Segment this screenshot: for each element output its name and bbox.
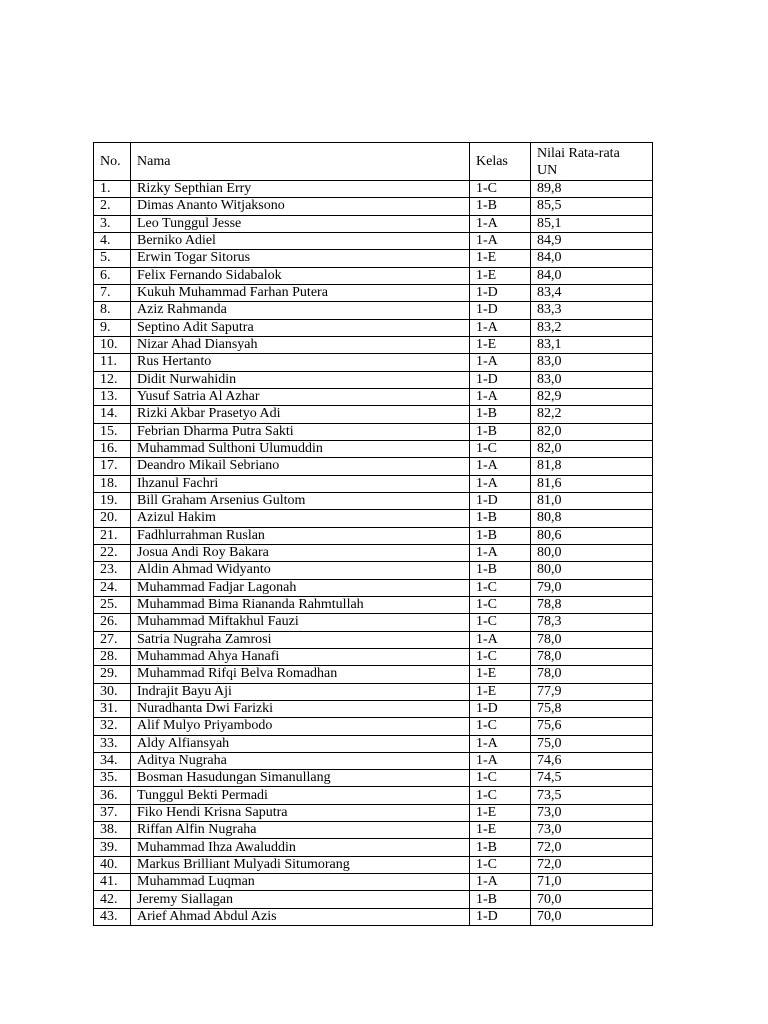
cell-nilai: 84,0 — [531, 250, 653, 267]
table-row — [94, 579, 653, 596]
cell-kelas: 1-B — [470, 562, 531, 579]
cell-no: 41. — [94, 874, 131, 891]
cell-nilai: 70,0 — [531, 891, 653, 908]
cell-nilai: 73,0 — [531, 822, 653, 839]
cell-no: 8. — [94, 302, 131, 319]
table-row — [94, 284, 653, 301]
table-row — [94, 839, 653, 856]
table-row — [94, 181, 653, 198]
cell-no: 17. — [94, 458, 131, 475]
cell-no: 4. — [94, 232, 131, 249]
table-row — [94, 198, 653, 215]
cell-nama: Alif Mulyo Priyambodo — [131, 718, 470, 735]
cell-nilai: 80,0 — [531, 544, 653, 561]
cell-nama: Fadhlurrahman Ruslan — [131, 527, 470, 544]
table-row — [94, 232, 653, 249]
cell-nilai: 83,0 — [531, 354, 653, 371]
cell-nama: Muhammad Fadjar Lagonah — [131, 579, 470, 596]
cell-nilai: 80,6 — [531, 527, 653, 544]
table-row — [94, 423, 653, 440]
cell-kelas: 1-A — [470, 752, 531, 769]
cell-nama: Ihzanul Fachri — [131, 475, 470, 492]
cell-kelas: 1-C — [470, 718, 531, 735]
cell-no: 27. — [94, 631, 131, 648]
cell-no: 18. — [94, 475, 131, 492]
table-row — [94, 562, 653, 579]
cell-nilai: 84,9 — [531, 232, 653, 249]
cell-nama: Aldy Alfiansyah — [131, 735, 470, 752]
cell-nama: Jeremy Siallagan — [131, 891, 470, 908]
table-row — [94, 527, 653, 544]
cell-no: 24. — [94, 579, 131, 596]
cell-kelas: 1-B — [470, 891, 531, 908]
cell-nama: Dimas Ananto Witjaksono — [131, 198, 470, 215]
cell-kelas: 1-A — [470, 631, 531, 648]
cell-nilai: 81,6 — [531, 475, 653, 492]
cell-nama: Rus Hertanto — [131, 354, 470, 371]
cell-no: 2. — [94, 198, 131, 215]
cell-nama: Fiko Hendi Krisna Saputra — [131, 804, 470, 821]
cell-nilai: 83,1 — [531, 336, 653, 353]
cell-nilai: 84,0 — [531, 267, 653, 284]
cell-nama: Febrian Dharma Putra Sakti — [131, 423, 470, 440]
table-row — [94, 614, 653, 631]
table-row — [94, 492, 653, 509]
table-row — [94, 787, 653, 804]
header-row — [94, 143, 653, 181]
cell-nama: Satria Nugraha Zamrosi — [131, 631, 470, 648]
cell-nilai: 74,5 — [531, 770, 653, 787]
table-row — [94, 354, 653, 371]
cell-kelas: 1-C — [470, 614, 531, 631]
cell-nilai: 74,6 — [531, 752, 653, 769]
cell-nilai: 85,5 — [531, 198, 653, 215]
cell-nama: Leo Tunggul Jesse — [131, 215, 470, 232]
cell-no: 19. — [94, 492, 131, 509]
cell-nama: Josua Andi Roy Bakara — [131, 544, 470, 561]
table-row — [94, 319, 653, 336]
table-row — [94, 510, 653, 527]
table-body — [94, 181, 653, 926]
cell-no: 3. — [94, 215, 131, 232]
table-row — [94, 458, 653, 475]
cell-kelas: 1-C — [470, 770, 531, 787]
cell-nama: Arief Ahmad Abdul Azis — [131, 908, 470, 925]
cell-no: 29. — [94, 666, 131, 683]
cell-nama: Muhammad Luqman — [131, 874, 470, 891]
cell-nilai: 80,0 — [531, 562, 653, 579]
cell-kelas: 1-B — [470, 839, 531, 856]
table-row — [94, 250, 653, 267]
cell-no: 36. — [94, 787, 131, 804]
cell-nilai: 78,0 — [531, 648, 653, 665]
cell-nilai: 82,0 — [531, 440, 653, 457]
cell-nilai: 78,0 — [531, 631, 653, 648]
cell-nama: Azizul Hakim — [131, 510, 470, 527]
table-row — [94, 302, 653, 319]
table-row — [94, 648, 653, 665]
cell-kelas: 1-A — [470, 735, 531, 752]
cell-nilai: 81,8 — [531, 458, 653, 475]
cell-no: 22. — [94, 544, 131, 561]
cell-no: 34. — [94, 752, 131, 769]
cell-nama: Tunggul Bekti Permadi — [131, 787, 470, 804]
table-row — [94, 267, 653, 284]
cell-nilai: 72,0 — [531, 839, 653, 856]
cell-nilai: 70,0 — [531, 908, 653, 925]
cell-nama: Didit Nurwahidin — [131, 371, 470, 388]
cell-nama: Riffan Alfin Nugraha — [131, 822, 470, 839]
cell-no: 20. — [94, 510, 131, 527]
cell-nama: Kukuh Muhammad Farhan Putera — [131, 284, 470, 301]
header-no: No. — [94, 143, 131, 181]
cell-kelas: 1-B — [470, 198, 531, 215]
cell-nilai: 71,0 — [531, 874, 653, 891]
cell-nama: Muhammad Bima Riananda Rahmtullah — [131, 596, 470, 613]
table-row — [94, 752, 653, 769]
cell-nama: Muhammad Rifqi Belva Romadhan — [131, 666, 470, 683]
cell-nama: Aditya Nugraha — [131, 752, 470, 769]
cell-kelas: 1-A — [470, 388, 531, 405]
header-nilai-line1: Nilai Rata-rata — [537, 145, 620, 161]
cell-nilai: 83,4 — [531, 284, 653, 301]
cell-no: 12. — [94, 371, 131, 388]
cell-nilai: 89,8 — [531, 181, 653, 198]
table-row — [94, 475, 653, 492]
cell-nama: Muhammad Ihza Awaluddin — [131, 839, 470, 856]
cell-kelas: 1-B — [470, 423, 531, 440]
cell-kelas: 1-B — [470, 510, 531, 527]
cell-kelas: 1-C — [470, 596, 531, 613]
cell-nilai: 82,0 — [531, 423, 653, 440]
cell-kelas: 1-C — [470, 181, 531, 198]
cell-nilai: 75,6 — [531, 718, 653, 735]
table-row — [94, 388, 653, 405]
table-row — [94, 371, 653, 388]
cell-kelas: 1-A — [470, 354, 531, 371]
cell-no: 15. — [94, 423, 131, 440]
cell-nama: Rizki Akbar Prasetyo Adi — [131, 406, 470, 423]
cell-nama: Deandro Mikail Sebriano — [131, 458, 470, 475]
cell-no: 7. — [94, 284, 131, 301]
cell-nama: Markus Brilliant Mulyadi Situmorang — [131, 856, 470, 873]
cell-nama: Aldin Ahmad Widyanto — [131, 562, 470, 579]
cell-kelas: 1-A — [470, 458, 531, 475]
cell-nama: Muhammad Sulthoni Ulumuddin — [131, 440, 470, 457]
cell-kelas: 1-E — [470, 666, 531, 683]
cell-nama: Nuradhanta Dwi Farizki — [131, 700, 470, 717]
cell-no: 9. — [94, 319, 131, 336]
table-header — [94, 143, 653, 181]
cell-kelas: 1-A — [470, 475, 531, 492]
cell-no: 1. — [94, 181, 131, 198]
cell-kelas: 1-E — [470, 804, 531, 821]
cell-no: 38. — [94, 822, 131, 839]
cell-nama: Muhammad Ahya Hanafi — [131, 648, 470, 665]
table-row — [94, 683, 653, 700]
grades-table — [93, 142, 653, 926]
cell-no: 16. — [94, 440, 131, 457]
cell-nilai: 73,5 — [531, 787, 653, 804]
cell-no: 33. — [94, 735, 131, 752]
cell-no: 42. — [94, 891, 131, 908]
table-row — [94, 631, 653, 648]
cell-nama: Bill Graham Arsenius Gultom — [131, 492, 470, 509]
cell-nilai: 85,1 — [531, 215, 653, 232]
cell-nilai: 78,8 — [531, 596, 653, 613]
cell-nama: Aziz Rahmanda — [131, 302, 470, 319]
cell-no: 28. — [94, 648, 131, 665]
table-row — [94, 336, 653, 353]
cell-nilai: 78,0 — [531, 666, 653, 683]
cell-nilai: 82,9 — [531, 388, 653, 405]
table-row — [94, 735, 653, 752]
cell-kelas: 1-C — [470, 440, 531, 457]
cell-kelas: 1-E — [470, 336, 531, 353]
cell-no: 37. — [94, 804, 131, 821]
cell-nama: Muhammad Miftakhul Fauzi — [131, 614, 470, 631]
table-row — [94, 891, 653, 908]
cell-kelas: 1-C — [470, 648, 531, 665]
table-row — [94, 822, 653, 839]
table-row — [94, 856, 653, 873]
cell-kelas: 1-B — [470, 406, 531, 423]
cell-no: 23. — [94, 562, 131, 579]
cell-kelas: 1-D — [470, 700, 531, 717]
cell-kelas: 1-D — [470, 492, 531, 509]
cell-nama: Yusuf Satria Al Azhar — [131, 388, 470, 405]
cell-kelas: 1-A — [470, 874, 531, 891]
cell-no: 35. — [94, 770, 131, 787]
cell-no: 39. — [94, 839, 131, 856]
cell-no: 26. — [94, 614, 131, 631]
cell-nama: Berniko Adiel — [131, 232, 470, 249]
cell-nilai: 75,8 — [531, 700, 653, 717]
table-row — [94, 215, 653, 232]
cell-no: 5. — [94, 250, 131, 267]
cell-nilai: 72,0 — [531, 856, 653, 873]
cell-no: 31. — [94, 700, 131, 717]
cell-kelas: 1-B — [470, 527, 531, 544]
table-row — [94, 666, 653, 683]
table-row — [94, 440, 653, 457]
cell-kelas: 1-A — [470, 232, 531, 249]
cell-nilai: 82,2 — [531, 406, 653, 423]
cell-nilai: 79,0 — [531, 579, 653, 596]
cell-no: 21. — [94, 527, 131, 544]
cell-kelas: 1-C — [470, 856, 531, 873]
cell-kelas: 1-D — [470, 302, 531, 319]
header-kelas: Kelas — [470, 143, 531, 181]
cell-kelas: 1-A — [470, 215, 531, 232]
table-row — [94, 700, 653, 717]
cell-kelas: 1-E — [470, 683, 531, 700]
cell-nilai: 81,0 — [531, 492, 653, 509]
cell-nama: Bosman Hasudungan Simanullang — [131, 770, 470, 787]
cell-no: 43. — [94, 908, 131, 925]
cell-kelas: 1-E — [470, 267, 531, 284]
cell-no: 10. — [94, 336, 131, 353]
table-row — [94, 804, 653, 821]
table-row — [94, 718, 653, 735]
cell-nama: Rizky Septhian Erry — [131, 181, 470, 198]
table-row — [94, 406, 653, 423]
cell-no: 14. — [94, 406, 131, 423]
cell-nilai: 83,3 — [531, 302, 653, 319]
table-row — [94, 544, 653, 561]
cell-nilai: 80,8 — [531, 510, 653, 527]
cell-nilai: 77,9 — [531, 683, 653, 700]
cell-nama: Erwin Togar Sitorus — [131, 250, 470, 267]
cell-kelas: 1-C — [470, 579, 531, 596]
cell-nama: Septino Adit Saputra — [131, 319, 470, 336]
cell-no: 11. — [94, 354, 131, 371]
cell-no: 6. — [94, 267, 131, 284]
cell-no: 30. — [94, 683, 131, 700]
table-row — [94, 908, 653, 925]
cell-no: 13. — [94, 388, 131, 405]
cell-nilai: 83,2 — [531, 319, 653, 336]
header-nilai — [531, 143, 653, 181]
cell-nama: Nizar Ahad Diansyah — [131, 336, 470, 353]
cell-kelas: 1-A — [470, 544, 531, 561]
cell-kelas: 1-E — [470, 822, 531, 839]
cell-kelas: 1-D — [470, 284, 531, 301]
header-nilai-line2: UN — [537, 162, 558, 178]
cell-kelas: 1-D — [470, 908, 531, 925]
cell-kelas: 1-C — [470, 787, 531, 804]
table-row — [94, 874, 653, 891]
cell-kelas: 1-D — [470, 371, 531, 388]
header-nama: Nama — [131, 143, 470, 181]
cell-nama: Felix Fernando Sidabalok — [131, 267, 470, 284]
cell-kelas: 1-E — [470, 250, 531, 267]
cell-nilai: 78,3 — [531, 614, 653, 631]
cell-nama: Indrajit Bayu Aji — [131, 683, 470, 700]
cell-no: 40. — [94, 856, 131, 873]
cell-no: 32. — [94, 718, 131, 735]
table-row — [94, 596, 653, 613]
cell-nilai: 83,0 — [531, 371, 653, 388]
cell-no: 25. — [94, 596, 131, 613]
cell-kelas: 1-A — [470, 319, 531, 336]
table-row — [94, 770, 653, 787]
cell-nilai: 73,0 — [531, 804, 653, 821]
cell-nilai: 75,0 — [531, 735, 653, 752]
